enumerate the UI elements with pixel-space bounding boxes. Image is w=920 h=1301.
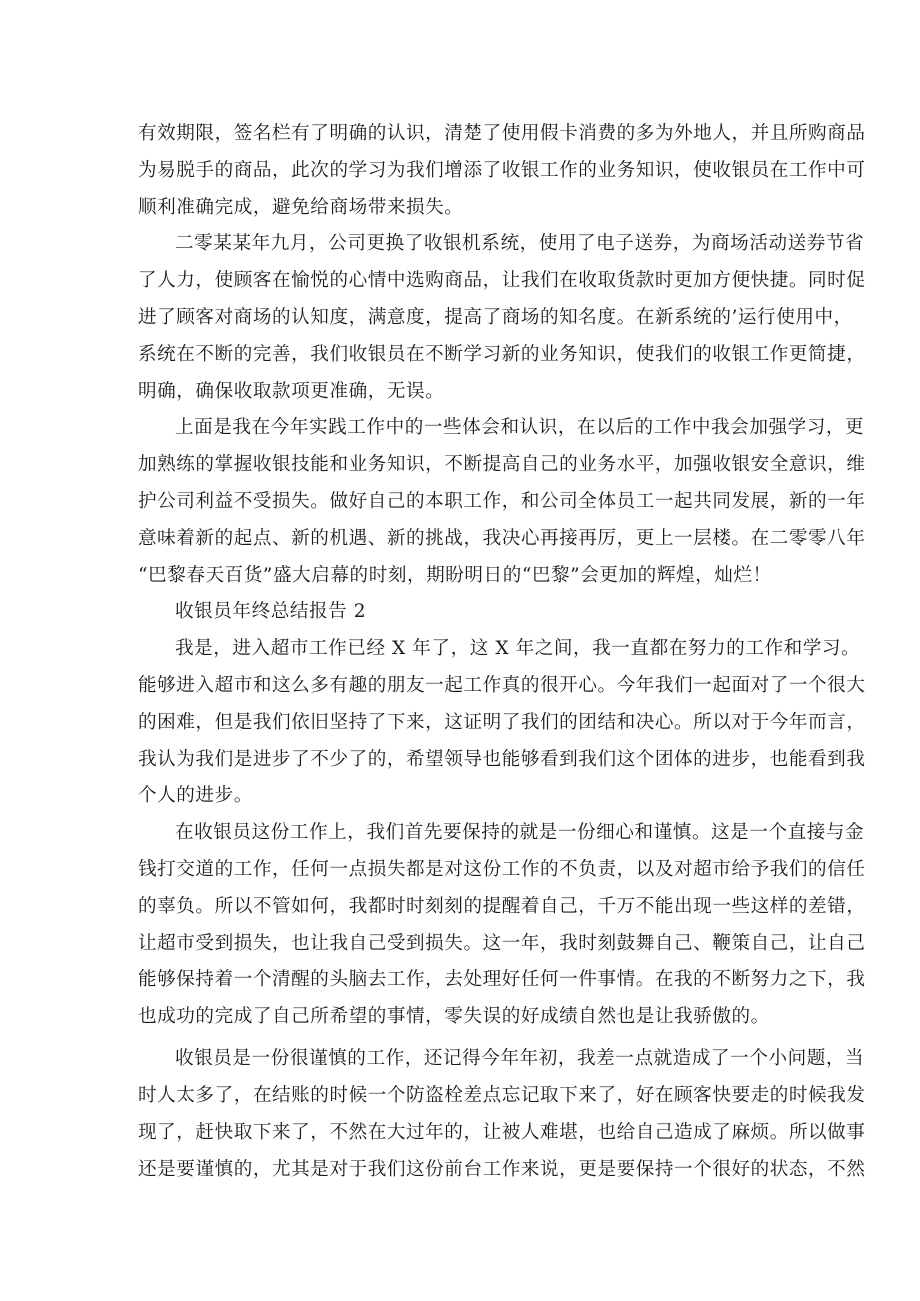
- text-line: 钱打交道的工作，任何一点损失都是对这份工作的不负责，以及对超市给予我们的信任: [138, 859, 866, 880]
- text-line: 的困难，但是我们依旧坚持了下来，这证明了我们的团结和决心。所以对于今年而言，: [138, 712, 866, 733]
- text-line: 明确，确保收取款项更准确，无误。: [138, 381, 445, 402]
- text-line: 有效期限，签名栏有了明确的认识，清楚了使用假卡消费的多为外地人，并且所购商品: [138, 123, 866, 144]
- text-line: 能够保持着一个清醒的头脑去工作，去处理好任何一件事情。在我的不断努力之下，我: [138, 969, 866, 990]
- text-line: 加熟练的掌握收银技能和业务知识，不断提高自己的业务水平，加强收银安全意识，维: [138, 454, 866, 475]
- text-line: 我认为我们是进步了不少了的，希望领导也能够看到我们这个团体的进步，也能看到我: [138, 749, 866, 770]
- text-line: 让超市受到损失，也让我自己受到损失。这一年，我时刻鼓舞自己、鞭策自己，让自己: [138, 933, 866, 954]
- text-line: 二零某某年九月，公司更换了收银机系统，使用了电子送券，为商场活动送券节省: [175, 233, 865, 254]
- text-line: 个人的进步。: [138, 785, 253, 806]
- text-line: 系统在不断的完善，我们收银员在不断学习新的业务知识，使我们的收银工作更简捷，: [138, 344, 866, 365]
- text-line: 现了，赶快取下来了，不然在大过年的，让被人难堪，也给自己造成了麻烦。所以做事: [138, 1122, 866, 1143]
- text-line: 也成功的完成了自己所希望的事情，零失误的好成绩自然也是让我骄傲的。: [138, 1006, 770, 1027]
- section-heading: 收银员年终总结报告 2: [175, 601, 367, 622]
- text-line: 时人太多了，在结账的时候一个防盗栓差点忘记取下来了，好在顾客快要走的时候我发: [138, 1085, 866, 1106]
- text-line: 还是要谨慎的，尤其是对于我们这份前台工作来说，更是要保持一个很好的状态，不然: [138, 1159, 866, 1180]
- text-line: 顺利准确完成，避免给商场带来损失。: [138, 197, 464, 218]
- text-line: 进了顾客对商场的认知度，满意度，提高了商场的知名度。在新系统的’运行使用中，: [138, 307, 853, 328]
- text-line: 在收银员这份工作上，我们首先要保持的就是一份细心和谨慎。这是一个直接与金: [175, 822, 865, 843]
- text-line: 我是，进入超市工作已经 X 年了，这 X 年之间，我一直都在努力的工作和学习。: [175, 638, 861, 659]
- text-line: 的辜负。所以不管如何，我都时时刻刻的提醒着自己，千万不能出现一些这样的差错，: [138, 896, 866, 917]
- text-line: 上面是我在今年实践工作中的一些体会和认识，在以后的工作中我会加强学习，更: [175, 417, 865, 438]
- text-line: 收银员是一份很谨慎的工作，还记得今年年初，我差一点就造成了一个小问题，当: [175, 1048, 865, 1069]
- text-line: 能够进入超市和这么多有趣的朋友一起工作真的很开心。今年我们一起面对了一个很大: [138, 675, 866, 696]
- text-line: 了人力，使顾客在愉悦的心情中选购商品，让我们在收取货款时更加方便快捷。同时促: [138, 270, 866, 291]
- text-line: 为易脱手的商品，此次的学习为我们增添了收银工作的业务知识，使收银员在工作中可: [138, 160, 866, 181]
- text-line: 意味着新的起点、新的机遇、新的挑战，我决心再接再厉，更上一层楼。在二零零八年: [138, 528, 866, 549]
- text-line: 护公司利益不受损失。做好自己的本职工作，和公司全体员工一起共同发展，新的一年: [138, 491, 866, 512]
- text-line: “巴黎春天百货”盛大启幕的时刻，期盼明日的“巴黎”会更加的辉煌，灿烂！: [138, 565, 772, 586]
